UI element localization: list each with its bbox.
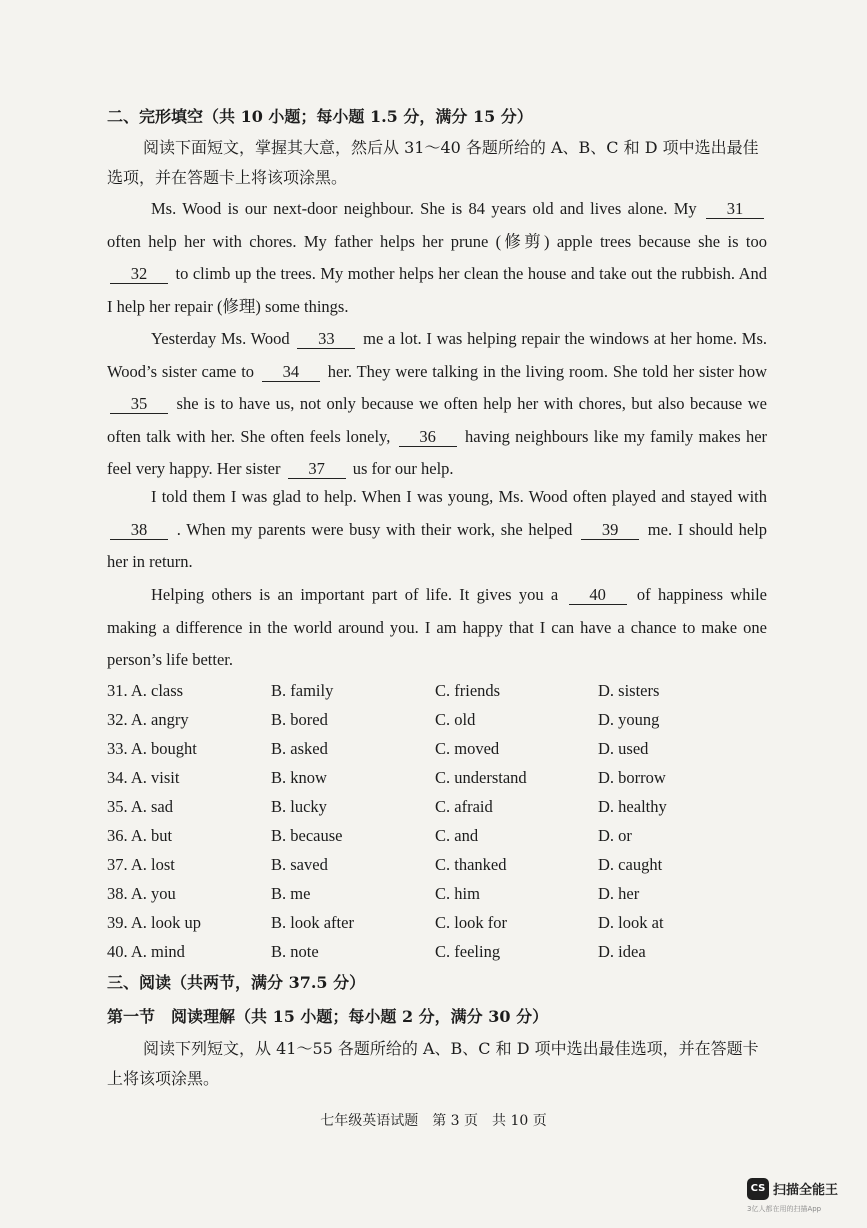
- option-c: C. old: [435, 710, 476, 729]
- passage-text: her. They were talking in the living room. She told her sister how: [327, 361, 767, 381]
- option-b: B. bored: [271, 710, 328, 729]
- option-row-39: [107, 908, 787, 937]
- blank-36: 36: [399, 428, 457, 447]
- blank-32: 32: [110, 265, 168, 284]
- option-c: C. friends: [435, 681, 501, 700]
- option-a: 33. A. bought: [107, 739, 197, 758]
- option-b: B. family: [271, 681, 334, 700]
- section-3-part-1-heading: 第一节 阅读理解（共 15 小题；每小题 2 分，满分 30 分）: [107, 1007, 549, 1026]
- passage-paragraph-2: [107, 323, 767, 486]
- option-d: D. borrow: [598, 768, 666, 787]
- option-a: 38. A. you: [107, 884, 176, 903]
- option-row-31: [107, 676, 787, 705]
- passage-text: she is to have us, not only because we often help her with chores, but also because we often talk with her. She often feels lonely,: [107, 394, 768, 446]
- passage-text: to climb up the trees. My mother helps her clean the house and take out the rubbish. And I help her repair (修理) some things.: [107, 264, 767, 316]
- passage-text: me. I should help her in return.: [107, 519, 768, 571]
- option-b: B. saved: [271, 855, 328, 874]
- scanner-tagline: 3亿人都在用的扫描App: [747, 1205, 822, 1213]
- option-row-35: [107, 792, 787, 821]
- passage-paragraph-3: [107, 481, 767, 579]
- option-b: B. look after: [271, 913, 354, 932]
- option-b: B. note: [271, 942, 319, 961]
- scanner-logo-icon: CS: [747, 1178, 769, 1200]
- option-row-37: [107, 850, 787, 879]
- option-d: D. her: [598, 884, 640, 903]
- passage-text: . When my parents were busy with their work, she helped: [176, 519, 573, 539]
- passage-text: often help her with chores. My father helps her prune (修剪) apple trees because she is too: [107, 231, 767, 251]
- blank-31: 31: [706, 200, 764, 219]
- passage-text: Yesterday Ms. Wood: [151, 329, 290, 348]
- option-a: 36. A. but: [107, 826, 173, 845]
- option-a: 32. A. angry: [107, 710, 189, 729]
- section-3-heading: 三、阅读（共两节，满分 37.5 分）: [107, 973, 366, 992]
- scanner-watermark: [747, 1176, 847, 1216]
- option-c: C. feeling: [435, 942, 501, 961]
- option-a: 40. A. mind: [107, 942, 185, 961]
- option-b: B. me: [271, 884, 311, 903]
- scanner-app-name: 扫描全能王: [773, 1183, 839, 1198]
- option-b: B. asked: [271, 739, 328, 758]
- passage-text: me a lot. I was helping repair the windows at her home. Ms. Wood’s sister came to: [107, 329, 767, 381]
- option-d: D. look at: [598, 913, 664, 932]
- blank-40: 40: [569, 586, 627, 605]
- blank-35: 35: [110, 395, 168, 414]
- page-footer: 七年级英语试题 第 3 页 共 10 页: [320, 1113, 547, 1129]
- option-a: 34. A. visit: [107, 768, 180, 787]
- option-row-38: [107, 879, 787, 908]
- option-c: C. thanked: [435, 855, 507, 874]
- option-c: C. look for: [435, 913, 507, 932]
- option-row-34: [107, 763, 787, 792]
- blank-33: 33: [297, 330, 355, 349]
- option-b: B. lucky: [271, 797, 327, 816]
- blank-34: 34: [262, 363, 320, 382]
- option-d: D. young: [598, 710, 660, 729]
- option-row-32: [107, 705, 787, 734]
- option-row-33: [107, 734, 787, 763]
- passage-text: us for our help.: [352, 459, 454, 478]
- option-b: B. know: [271, 768, 327, 787]
- option-d: D. sisters: [598, 681, 660, 700]
- option-c: C. afraid: [435, 797, 493, 816]
- option-d: D. healthy: [598, 797, 667, 816]
- option-c: C. him: [435, 884, 480, 903]
- passage-text: I told them I was glad to help. When I was young, Ms. Wood often played and stayed with: [151, 487, 767, 506]
- passage-paragraph-4: [107, 579, 767, 677]
- option-d: D. idea: [598, 942, 646, 961]
- option-a: 37. A. lost: [107, 855, 175, 874]
- answer-options: [107, 676, 787, 966]
- option-d: D. used: [598, 739, 649, 758]
- section-2-instruction: 阅读下面短文，掌握其大意，然后从 31～40 各题所给的 A、B、C 和 D 项中选出最佳选项，并在答题卡上将该项涂黑。: [107, 138, 759, 187]
- option-c: C. understand: [435, 768, 527, 787]
- passage-text: Helping others is an important part of life. It gives you a: [151, 585, 559, 604]
- section-3-instruction: 阅读下列短文，从 41～55 各题所给的 A、B、C 和 D 项中选出最佳选项，并在答题卡上将该项涂黑。: [107, 1039, 759, 1088]
- option-a: 39. A. look up: [107, 913, 201, 932]
- option-a: 35. A. sad: [107, 797, 173, 816]
- option-c: C. and: [435, 826, 479, 845]
- section-2-heading: 二、完形填空（共 10 小题；每小题 1.5 分，满分 15 分）: [107, 107, 533, 126]
- blank-39: 39: [581, 521, 639, 540]
- passage-paragraph-1: [107, 193, 767, 323]
- option-c: C. moved: [435, 739, 500, 758]
- option-a: 31. A. class: [107, 681, 184, 700]
- blank-38: 38: [110, 521, 168, 540]
- option-row-40: [107, 937, 787, 966]
- passage-text: of happiness while making a difference in the world around you. I am happy that I can have a chance to make one person’s life better.: [107, 585, 768, 669]
- blank-37: 37: [288, 460, 346, 479]
- option-b: B. because: [271, 826, 343, 845]
- option-row-36: [107, 821, 787, 850]
- passage-text: Ms. Wood is our next-door neighbour. She is 84 years old and lives alone. My: [151, 199, 697, 218]
- option-d: D. or: [598, 826, 632, 845]
- passage-text: having neighbours like my family makes her feel very happy. Her sister: [107, 426, 768, 478]
- option-d: D. caught: [598, 855, 663, 874]
